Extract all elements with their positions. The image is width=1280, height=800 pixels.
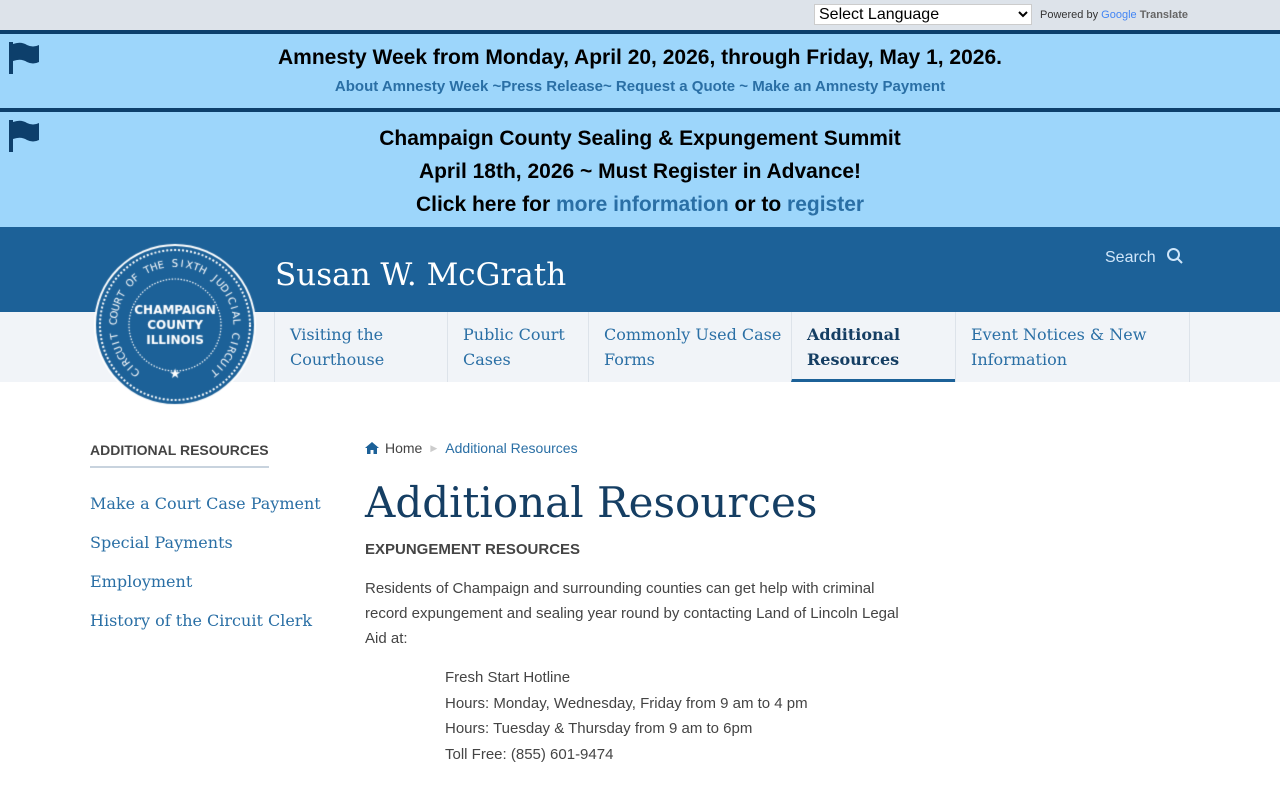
- text: Click here for: [415, 193, 556, 216]
- sep: ~: [602, 78, 612, 95]
- sep: ~: [739, 78, 749, 95]
- search-label: Search: [1105, 249, 1156, 266]
- summit-date: April 18th, 2026 ~ Must Register in Advance!: [418, 160, 862, 183]
- hotline-info: [445, 665, 925, 767]
- sidebar-title: ADDITIONAL RESOURCES: [90, 442, 269, 468]
- about-amnesty-link[interactable]: About Amnesty Week: [334, 78, 489, 95]
- press-release-link[interactable]: Press Release: [501, 78, 603, 95]
- sep: ~: [492, 78, 502, 95]
- more-information-link[interactable]: more information: [556, 193, 729, 216]
- sidebar: [90, 442, 321, 630]
- nav-case-forms[interactable]: Commonly Used Case Forms: [588, 312, 792, 382]
- sidebar-item-history[interactable]: History of the Circuit Clerk: [90, 611, 313, 630]
- breadcrumb: [365, 440, 925, 456]
- nav-additional-resources[interactable]: Additional Resources: [791, 312, 956, 382]
- translate-bar: [0, 0, 1280, 30]
- breadcrumb-current[interactable]: Additional Resources: [445, 440, 578, 456]
- breadcrumb-home[interactable]: Home: [385, 440, 423, 456]
- section-heading: EXPUNGEMENT RESOURCES: [365, 541, 581, 558]
- register-link[interactable]: register: [787, 193, 865, 216]
- main-content: [365, 440, 925, 767]
- amnesty-banner: [0, 30, 1280, 108]
- banner-title: Amnesty Week from Monday, April 20, 2026, through Friday, May 1, 2026.: [278, 46, 1002, 69]
- site-name[interactable]: Susan W. McGrath: [275, 257, 567, 293]
- hotline-hours: Hours: Tuesday & Thursday from 9 am to 6pm: [445, 720, 753, 737]
- sidebar-item-special-payments[interactable]: Special Payments: [90, 533, 233, 552]
- language-select[interactable]: [814, 4, 1032, 25]
- flag-icon: [9, 42, 39, 74]
- page-title: Additional Resources: [365, 478, 818, 527]
- summit-title: Champaign County Sealing & Expungement Summit: [379, 127, 901, 150]
- hotline-phone: Toll Free: (855) 601-9474: [445, 745, 614, 763]
- nav-visiting-courthouse[interactable]: Visiting the Courthouse: [274, 312, 448, 382]
- sidebar-item-court-case-payment[interactable]: Make a Court Case Payment: [90, 494, 321, 513]
- flag-icon: [9, 120, 39, 152]
- breadcrumb-separator-icon: ▶: [430, 442, 438, 453]
- request-quote-link[interactable]: Request a Quote: [615, 78, 736, 95]
- amnesty-payment-link[interactable]: Make an Amnesty Payment: [752, 78, 946, 95]
- text: or to: [728, 193, 788, 216]
- nav-event-notices[interactable]: Event Notices & New Information: [955, 312, 1190, 382]
- google-translate-attribution: Powered by Google Translate: [1040, 9, 1189, 21]
- summit-banner: [0, 108, 1280, 227]
- hotline-name: Fresh Start Hotline: [445, 669, 571, 686]
- nav-public-court-cases[interactable]: Public Court Cases: [447, 312, 589, 382]
- search-icon: [1166, 247, 1184, 265]
- search-button[interactable]: [1105, 247, 1184, 267]
- court-seal-logo[interactable]: [93, 243, 257, 407]
- sidebar-item-employment[interactable]: Employment: [90, 572, 193, 591]
- intro-paragraph: Residents of Champaign and surrounding counties can get help with criminal record expungement and sealing year round by contacting Land of Lincoln Legal Aid at:: [365, 580, 899, 647]
- hotline-hours: Hours: Monday, Wednesday, Friday from 9 am to 4 pm: [445, 694, 808, 712]
- home-icon: [365, 442, 379, 454]
